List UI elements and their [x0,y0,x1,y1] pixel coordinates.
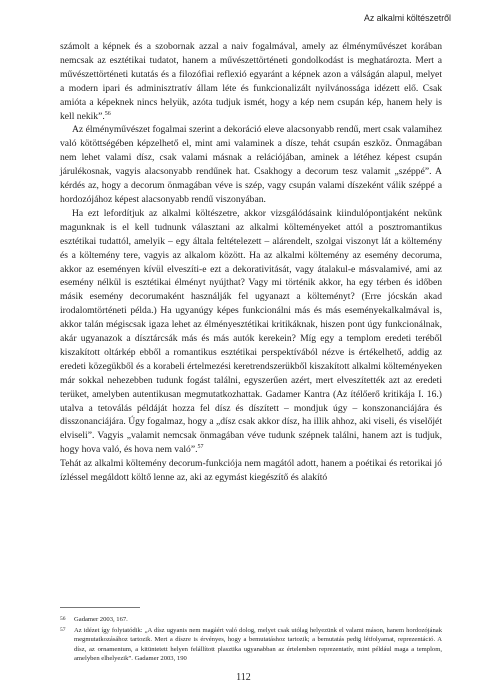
footnote [60,626,442,663]
footnote-text: Gadamer 2003, 167. [74,616,128,623]
running-header: Az alkalmi költészetről [363,13,451,23]
footnote [60,615,442,624]
footnote-divider [60,607,140,608]
page-number: 112 [236,672,251,683]
footnote-number: 57 [60,627,66,634]
paragraph: Tehát az alkalmi költemény decorum-funkciója nem magától adott, hanem a poétikai és retorikai jó ízléssel megáldott költő lenne az, aki az egymást kiegészítő és alakító [60,458,442,484]
footnotes [60,615,442,665]
paragraph: Ha ezt lefordítjuk az alkalmi költészetre, akkor vizsgálódásaink kiindulópontjaként nekünk magunknak is el kell tudnunk választani az alkalmi költeményeket attól a posztromantikus esztétikai tudattól, amelyik – egy általa feltételezett – alárendelt, szolgai viszonyt lát a költemény és a költemény tere, vagyis az alkalom között. Ha az alkalmi költemény az esemény decoruma, akkor az eseményen kívül elveszíti-e ezt a dekorativitását, vagy átalakul-e másvalamivé, ami az esemény nélkül is esztétikai élményt nyújthat? Vagy mi történik akkor, ha egy térben és időben másik esemény decorumaként használják fel ugyanazt a költeményt? (Erre jócskán akad irodalomtörténeti példa.) Ha ugyanúgy képes funkcionálni más és más eseményekalkalmával is, akkor talán mégiscsak igaza lehet az élményesztétikai kritikáknak, hiszen pont úgy funkcionálnak, akár ugyanazok a dísztárcsák más és más autók kerekein? Míg egy a templom eredeti teréből kiszakított oltárkép ebből a romantikus esztétikai perspektívából nézve is értékelhető, addig az eredeti közegükből és a korabeli értelmezési keretrendszerükből kiszakított alkalmi költeményeken már sokkal nehezebben tudunk fogást találni, egyszerűen azért, mert elveszítették azt az eredeti terüket, amelyben autentikusan megmutatkozhattak. Gadamer Kantra (Az ítélőerő kritikája I. 16.) utalva a tetoválás példáját hozza fel dísz és díszített – mondjuk úgy – konszonanciájára és disszonanciájára. Úgy fogalmaz, hogy a „dísz csak akkor dísz, ha illik ahhoz, aki viseli, és viselőjét elviseli”. Vagyis „valamit nemcsak önmagában véve tudunk szépnek találni, hanem azt is tudjuk, hogy hova való, és hova nem való”.$^{57}$ [60,207,442,456]
paragraph: számolt a képnek és a szobornak azzal a naiv fogalmával, amely az élményművészet korában nemcsak az esztétikai tudatot, hanem a művészettörténeti gondolkodást is meghatározta. Mert a művészettörténeti kutatás és a filozófiai reflexió egyaránt a képnek azon a válságán alapul, melyet a modern ipari és adminisztratív állam léte és funkcionalizált nyilvánossága idézett elő. Csak amióta a képeknek nincs helyük, azóta tudjuk ismét, hogy a kép nem csupán kép, hanem hely is kell nekik”.$^{56}$ [60,41,442,122]
paragraph: Az élményművészet fogalmai szerint a dekoráció eleve alacsonyabb rendű, mert csak valamihez való kötöttségében képzelhető el, mint ami valaminek a dísze, tehát csupán eszköz. Önmagában nem lehet valami dísz, csak valami másnak a relációjában, aminek a létéhez képest csupán járulékosnak, vagyis alacsonyabb rendűnek hat. Csakhogy a decorum tesz valamit „széppé”. A kérdés az, hogy a decorum önmagában véve is szép, vagy csupán valami díszeként válik széppé a hordozójához képest alacsonyabb rendű viszonyában. [60,124,442,205]
body-text [60,40,442,485]
footnote-text: Az idézet így folytatódik: „A dísz ugyanis nem magáért való dolog, melyet csak utólag helyezünk el valami máson, hanem hordozójának megmutatkozásához tartozik. Mert a díszre is érvényes, hogy a bemutatáshoz tartozik; a bemutatás pedig létfolyamat, reprezentáció. A dísz, az ornamentum, a kitüntetett helyen felállított plasztika ugyanabban az értelemben reprezentatív, mint például maga a templom, amelyben elhelyezik”. Gadamer 2003, 190 [74,627,442,662]
footnote-number: 56 [60,616,66,622]
footnote-ref[interactable]: 56 [104,110,111,117]
footnote-ref[interactable]: 57 [197,444,204,451]
